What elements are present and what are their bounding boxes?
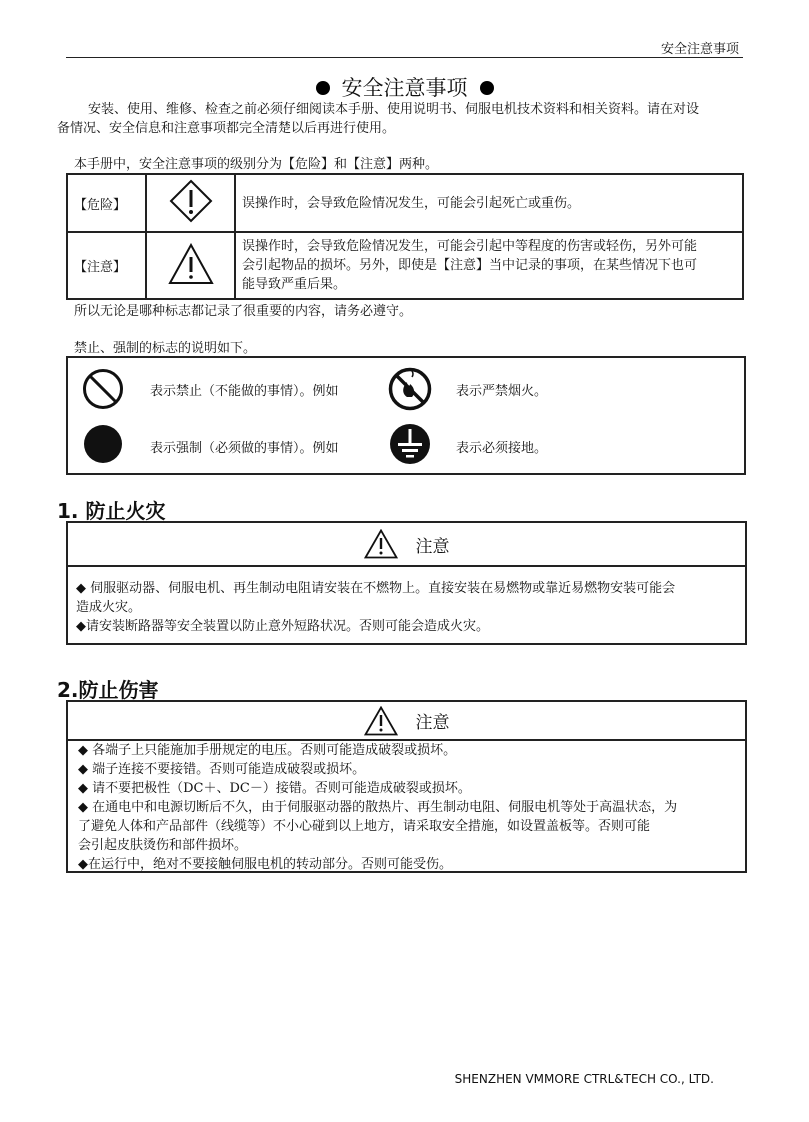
- caution-triangle-icon: [364, 529, 398, 559]
- caution-triangle-icon: [364, 706, 398, 736]
- list-item: ◆ 各端子上只能施加手册规定的电压。否则可能造成破裂或损坏。: [78, 743, 457, 758]
- list-item-line: 造成火灾。: [76, 600, 142, 615]
- intro-line-1: 安装、使用、维修、检查之前必须仔细阅读本手册、使用说明书、伺服电机技术资料和相关资料。请在对设: [88, 102, 700, 117]
- level-description: [235, 232, 743, 299]
- caution-triangle-icon: [168, 243, 214, 285]
- page-title: [0, 72, 809, 102]
- levels-intro: 本手册中，安全注意事项的级别分为【危险】和【注意】两种。: [74, 157, 439, 172]
- symbols-intro: 禁止、强制的标志的说明如下。: [74, 341, 257, 356]
- caution-caption: [68, 523, 745, 567]
- hazard-levels-table: [66, 173, 744, 300]
- footer-company: SHENZHEN VMMORE CTRL&TECH CO., LTD.: [454, 1072, 714, 1086]
- caution-caption-text: 注意: [415, 536, 450, 557]
- list-item: [68, 798, 745, 855]
- level-description-line: 误操作时，会导致危险情况发生，可能会引起中等程度的伤害或轻伤，另外可能: [242, 239, 698, 254]
- list-item: ◆ 端子连接不要接错。否则可能造成破裂或损坏。: [78, 762, 366, 777]
- list-item: ◆请安装断路器等安全装置以防止意外短路状况。否则可能会造成火灾。: [76, 619, 489, 634]
- no-fire-icon: [388, 367, 432, 411]
- caution-caption-text: 注意: [415, 713, 450, 733]
- caution-caption: [68, 702, 745, 741]
- header-title: 安全注意事项: [660, 42, 739, 57]
- ground-text: 表示必须接地。: [456, 441, 548, 456]
- list-item-line: ◆ 在通电中和电源切断后不久，由于伺服驱动器的散热片、再生制动电阻、伺服电机等处于高温状态，为: [78, 800, 678, 815]
- caution-box-injury: [66, 700, 747, 873]
- list-item-line: 了避免人体和产品部件（线缆等）不小心碰到以上地方，请采取安全措施，如设置盖板等。否则可能: [78, 819, 651, 834]
- list-item: ◆ 请不要把极性（DC＋、DC－）接错。否则可能造成破裂或损坏。: [78, 781, 471, 796]
- list-item-line: 会引起皮肤烫伤和部件损坏。: [78, 838, 248, 853]
- intro-line-2: 备情况、安全信息和注意事项都完全清楚以后再进行使用。: [57, 121, 396, 136]
- header-divider: [66, 57, 743, 58]
- level-description: 误操作时，会导致危险情况发生，可能会引起死亡或重伤。: [235, 174, 743, 232]
- section-2-title: 2.防止伤害: [57, 678, 159, 702]
- no-fire-text: 表示严禁烟火。: [456, 384, 548, 399]
- table-row: [67, 174, 743, 232]
- table-row: [67, 232, 743, 299]
- level-label: 【危险】: [67, 174, 146, 232]
- level-label: 【注意】: [67, 232, 146, 299]
- bullet-dot-icon: [480, 81, 494, 95]
- list-item: ◆在运行中，绝对不要接触伺服电机的转动部分。否则可能受伤。: [78, 857, 452, 872]
- caution-box-fire: [66, 521, 747, 645]
- levels-note: 所以无论是哪种标志都记录了很重要的内容，请务必遵守。: [74, 304, 413, 319]
- danger-diamond-icon: [169, 179, 213, 223]
- prohibit-text: 表示禁止（不能做的事情）。例如: [150, 384, 339, 399]
- section-1-title: 1. 防止火灾: [57, 499, 166, 523]
- level-description-line: 会引起物品的损坏。另外，即使是【注意】当中记录的事项，在某些情况下也可: [242, 258, 698, 273]
- prohibit-icon: [82, 368, 124, 410]
- mandatory-icon: [83, 424, 123, 464]
- symbols-box: [66, 356, 746, 475]
- bullet-dot-icon: [316, 81, 330, 95]
- mandatory-text: 表示强制（必须做的事情）。例如: [150, 441, 339, 456]
- page-title-text: 安全注意事项: [341, 76, 468, 100]
- level-description-line: 能导致严重后果。: [242, 277, 347, 292]
- list-item-line: ◆ 伺服驱动器、伺服电机、再生制动电阻请安装在不燃物上。直接安装在易燃物或靠近易燃物安装可能会: [76, 581, 676, 596]
- list-item: [68, 579, 745, 617]
- ground-icon: [389, 423, 431, 465]
